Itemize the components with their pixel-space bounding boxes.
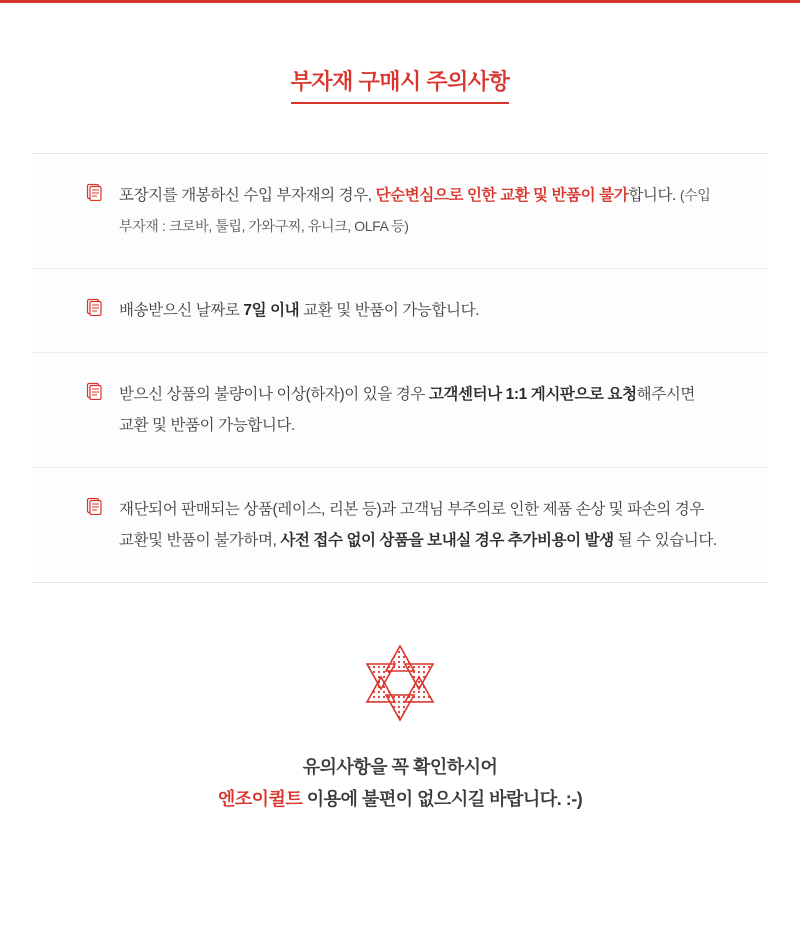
notice-list [32,153,768,583]
list-item [32,353,768,468]
notice-text [119,180,724,242]
notice-text-part-strong: 사전 접수 없이 상품을 보내실 경우 추가비용이 발생 [280,532,614,549]
note-icon [86,298,102,316]
notice-text-part: 재단되어 판매되는 상품(레이스, 리본 등)과 고객님 부주의로 인한 제품 손상 및 파손의 경우 교환및 반품이 불가하며, [119,501,704,549]
brand-name: 엔조이퀼트 [217,789,303,809]
footer-line-2 [0,783,800,815]
footer-line-2-rest: 이용에 불편이 없으시길 바랍니다. :-) [302,789,583,809]
notice-text-part: 포장지를 개봉하신 수입 부자재의 경우, [119,187,376,204]
list-item [32,269,768,353]
page-title: 부자재 구매시 주의사항 [291,65,510,104]
list-item [32,154,768,269]
notice-text [119,295,479,326]
footer-message [0,751,800,815]
note-icon [86,382,102,400]
emblem-container [0,640,800,726]
notice-text-part-strong: 7일 이내 [243,302,300,319]
star-ornament-icon [357,713,443,730]
list-item [32,468,768,582]
top-accent-rule [0,0,800,3]
note-icon [86,183,102,201]
notice-text-part-strong: 고객센터나 1:1 게시판으로 요청 [428,386,637,403]
notice-text [119,494,724,556]
page-title-container [0,65,800,104]
notice-text-part: 교환 및 반품이 가능합니다. [299,302,480,319]
notice-text-part: 될 수 있습니다. [613,532,717,549]
notice-text-part: 합니다. [628,187,680,204]
note-icon [86,497,102,515]
footer-line-1: 유의사항을 꼭 확인하시어 [302,757,498,777]
notice-text-part-small: (수입 부자재 : 크로바, 툴립, 가와구찌, 유니크, OLFA 등) [119,187,711,234]
notice-text-part: 해주시면 교환 및 반품이 가능합니다. [119,386,695,434]
notice-text-part: 배송받으신 날짜로 [119,302,244,319]
notice-text [119,379,724,441]
notice-text-part: 받으신 상품의 불량이나 이상(하자)이 있을 경우 [119,386,429,403]
notice-text-part-highlight: 단순변심으로 인한 교환 및 반품이 불가 [375,187,629,204]
